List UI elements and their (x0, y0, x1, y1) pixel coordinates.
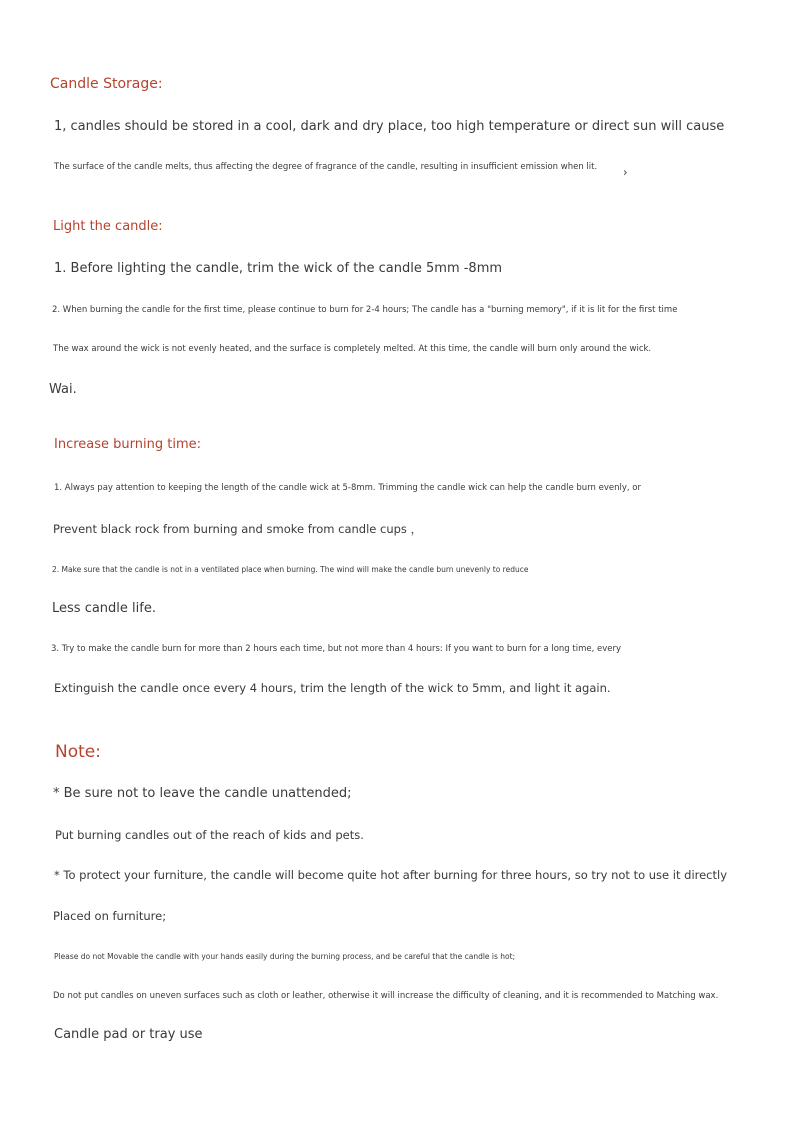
note-line-6: Do not put candles on uneven surfaces such as cloth or leather, otherwise it will increase the difficulty of cleaning, and it is recommended to Matching wax. (53, 991, 719, 1001)
increase-line-6: Extinguish the candle once every 4 hours, trim the length of the wick to 5mm, and light it again. (54, 681, 611, 695)
storage-heading: Candle Storage: (50, 76, 163, 92)
increase-line-3: 2. Make sure that the candle is not in a ventilated place when burning. The wind will make the candle burn unevenly to reduce (52, 565, 529, 574)
light-heading: Light the candle: (53, 219, 163, 234)
storage-line-2: The surface of the candle melts, thus affecting the degree of fragrance of the candle, resulting in insufficient emission when lit. (54, 162, 598, 172)
note-line-1: * Be sure not to leave the candle unattended; (53, 786, 352, 801)
note-line-5: Please do not Movable the candle with your hands easily during the burning process, and be careful that the candle is hot; (54, 952, 516, 961)
increase-heading: Increase burning time: (54, 437, 201, 452)
note-line-3: * To protect your furniture, the candle will become quite hot after burning for three hours, so try not to use it directly (54, 868, 728, 882)
note-line-4: Placed on furniture; (53, 909, 167, 923)
storage-mark: › (623, 165, 628, 179)
light-line-1: 1. Before lighting the candle, trim the wick of the candle 5mm -8mm (54, 261, 503, 276)
increase-line-2: Prevent black rock from burning and smoke from candle cups ， (53, 522, 423, 536)
note-line-2: Put burning candles out of the reach of kids and pets. (55, 828, 364, 842)
increase-line-5: 3. Try to make the candle burn for more than 2 hours each time, but not more than 4 hours: If you want to burn for a long time, every (51, 644, 622, 654)
note-heading: Note: (55, 742, 101, 762)
increase-line-4: Less candle life. (52, 601, 156, 616)
light-line-2: 2. When burning the candle for the first time, please continue to burn for 2-4 hours; The candle has a "burning memory", if it is lit for the first time (52, 305, 678, 315)
light-line-4: Wai. (49, 382, 77, 397)
note-line-7: Candle pad or tray use (54, 1027, 203, 1042)
increase-line-1: 1. Always pay attention to keeping the length of the candle wick at 5-8mm. Trimming the candle wick can help the candle burn evenly, or (54, 483, 641, 493)
light-line-3: The wax around the wick is not evenly heated, and the surface is completely melted. At this time, the candle will burn only around the wick. (53, 344, 652, 354)
storage-line-1: 1, candles should be stored in a cool, dark and dry place, too high temperature or direct sun will cause (54, 119, 725, 134)
